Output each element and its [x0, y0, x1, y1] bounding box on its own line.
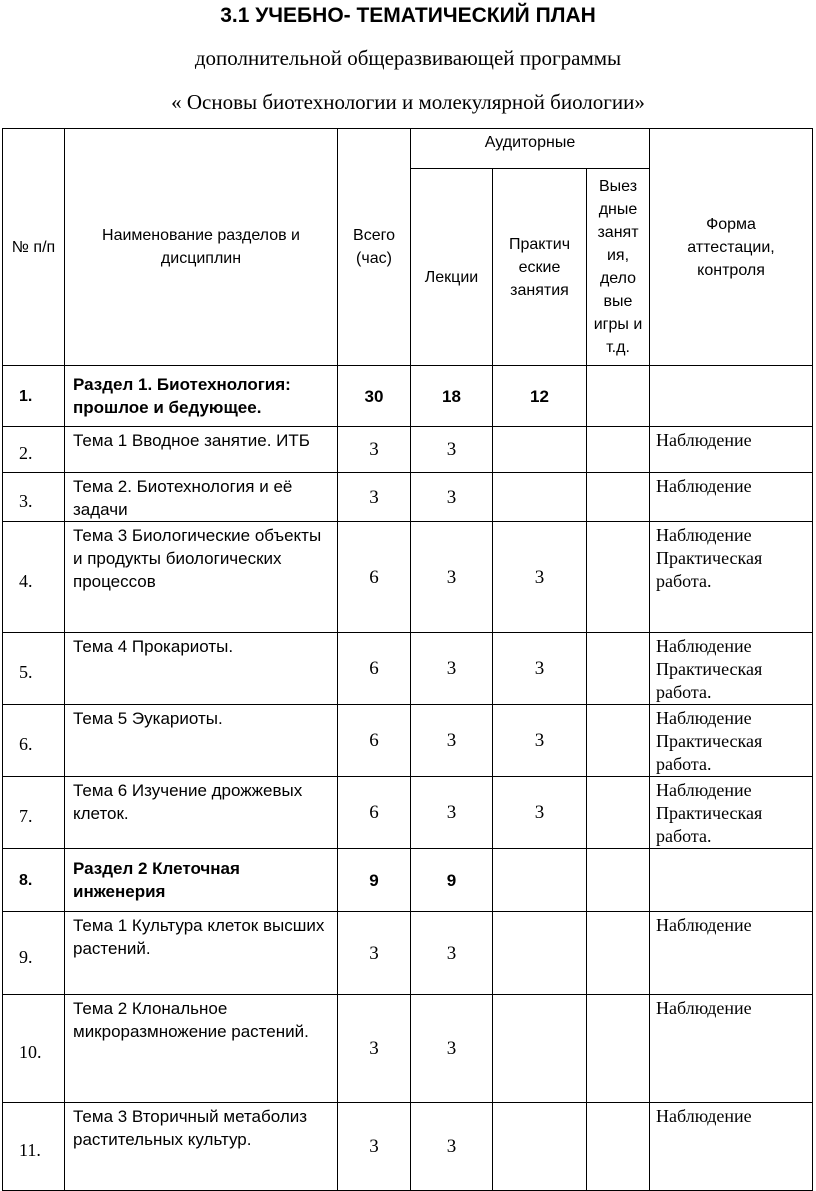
- row-lectures: 9: [411, 849, 493, 912]
- row-number: 2.: [3, 427, 65, 473]
- curriculum-table: [2, 128, 813, 1191]
- row-practice: 3: [493, 522, 587, 633]
- row-name: Тема 2. Биотехнология и её задачи: [65, 473, 338, 522]
- row-form: Наблюдение: [650, 1103, 813, 1191]
- row-number: 3.: [3, 473, 65, 522]
- table-row: [3, 1103, 813, 1191]
- row-field: [587, 849, 650, 912]
- row-number: 5.: [3, 633, 65, 705]
- table-row: [3, 427, 813, 473]
- row-name: Тема 3 Вторичный метаболиз растительных культур.: [65, 1103, 338, 1191]
- row-total: 3: [338, 912, 411, 995]
- row-total: 6: [338, 522, 411, 633]
- row-number: 8.: [3, 849, 65, 912]
- row-name: Тема 4 Прокариоты.: [65, 633, 338, 705]
- row-field: [587, 366, 650, 427]
- row-practice: [493, 427, 587, 473]
- row-form: [650, 849, 813, 912]
- row-form: [650, 366, 813, 427]
- row-number: 10.: [3, 995, 65, 1103]
- row-practice: 3: [493, 777, 587, 849]
- row-lectures: 3: [411, 473, 493, 522]
- row-total: 6: [338, 633, 411, 705]
- row-total: 30: [338, 366, 411, 427]
- row-field: [587, 473, 650, 522]
- table-row: [3, 473, 813, 522]
- row-field: [587, 1103, 650, 1191]
- header-auditory: Аудиторные: [411, 129, 650, 169]
- table-row: [3, 995, 813, 1103]
- row-practice: [493, 912, 587, 995]
- row-form: Наблюдение: [650, 473, 813, 522]
- table-row: [3, 777, 813, 849]
- row-total: 3: [338, 427, 411, 473]
- row-lectures: 3: [411, 633, 493, 705]
- header-practice: Практич еские занятия: [493, 169, 587, 366]
- row-field: [587, 995, 650, 1103]
- header-lectures: Лекции: [411, 169, 493, 366]
- table-row: [3, 522, 813, 633]
- table-row: [3, 633, 813, 705]
- row-lectures: 3: [411, 777, 493, 849]
- header-name: Наименование разделов и дисциплин: [65, 129, 338, 366]
- row-number: 11.: [3, 1103, 65, 1191]
- header-total: Всего (час): [338, 129, 411, 366]
- row-total: 6: [338, 705, 411, 777]
- program-name: « Основы биотехнологии и молекулярной биологии»: [171, 90, 645, 114]
- row-total: 9: [338, 849, 411, 912]
- row-number: 6.: [3, 705, 65, 777]
- section-row: [3, 366, 813, 427]
- row-number: 9.: [3, 912, 65, 995]
- row-form: Наблюдение Практическая работа.: [650, 633, 813, 705]
- table-row: [3, 705, 813, 777]
- row-form: Наблюдение Практическая работа.: [650, 705, 813, 777]
- row-total: 6: [338, 777, 411, 849]
- row-field: [587, 522, 650, 633]
- row-lectures: 18: [411, 366, 493, 427]
- row-number: 1.: [3, 366, 65, 427]
- document-subtitle: дополнительной общеразвивающей программы: [194, 46, 622, 70]
- row-practice: [493, 1103, 587, 1191]
- row-name: Тема 6 Изучение дрожжевых клеток.: [65, 777, 338, 849]
- row-field: [587, 912, 650, 995]
- row-lectures: 3: [411, 995, 493, 1103]
- row-lectures: 3: [411, 427, 493, 473]
- row-field: [587, 427, 650, 473]
- header-num: № п/п: [3, 129, 65, 366]
- row-total: 3: [338, 1103, 411, 1191]
- row-form: Наблюдение: [650, 427, 813, 473]
- row-name: Тема 5 Эукариоты.: [65, 705, 338, 777]
- row-practice: 3: [493, 633, 587, 705]
- document-title: 3.1 УЧЕБНО- ТЕМАТИЧЕСКИЙ ПЛАН: [220, 4, 596, 27]
- row-practice: [493, 849, 587, 912]
- row-name: Тема 1 Культура клеток высших растений.: [65, 912, 338, 995]
- row-number: 4.: [3, 522, 65, 633]
- row-practice: [493, 995, 587, 1103]
- row-total: 3: [338, 473, 411, 522]
- row-lectures: 3: [411, 912, 493, 995]
- section-row: [3, 849, 813, 912]
- row-name: Раздел 2 Клеточная инженерия: [65, 849, 338, 912]
- header-form: Форма аттестации, контроля: [650, 129, 813, 366]
- row-form: Наблюдение Практическая работа.: [650, 777, 813, 849]
- row-field: [587, 633, 650, 705]
- row-lectures: 3: [411, 522, 493, 633]
- row-lectures: 3: [411, 1103, 493, 1191]
- row-practice: 12: [493, 366, 587, 427]
- row-field: [587, 705, 650, 777]
- row-name: Тема 3 Биологические объекты и продукты биологических процессов: [65, 522, 338, 633]
- row-form: Наблюдение Практическая работа.: [650, 522, 813, 633]
- row-form: Наблюдение: [650, 995, 813, 1103]
- row-number: 7.: [3, 777, 65, 849]
- row-lectures: 3: [411, 705, 493, 777]
- table-row: [3, 912, 813, 995]
- row-practice: [493, 473, 587, 522]
- row-name: Раздел 1. Биотехнология: прошлое и бедующее.: [65, 366, 338, 427]
- row-practice: 3: [493, 705, 587, 777]
- row-name: Тема 2 Клональное микроразмножение растений.: [65, 995, 338, 1103]
- row-field: [587, 777, 650, 849]
- row-total: 3: [338, 995, 411, 1103]
- row-form: Наблюдение: [650, 912, 813, 995]
- row-name: Тема 1 Вводное занятие. ИТБ: [65, 427, 338, 473]
- header-field: Выез дные занят ия, дело вые игры и т.д.: [587, 169, 650, 366]
